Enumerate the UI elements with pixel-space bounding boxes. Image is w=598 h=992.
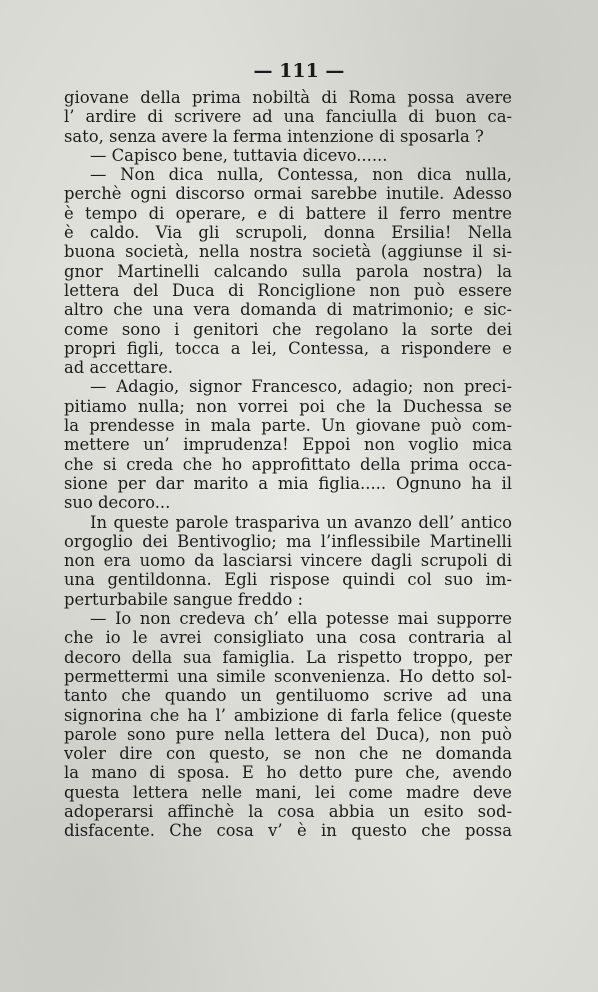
text-line: permettermi una simile sconvenienza. Ho detto sol- [64,666,512,686]
text-line: è tempo di operare, e di battere il ferro mentre [64,203,512,223]
text-line: che si creda che ho approfittato della prima occa- [64,454,512,474]
text-line: voler dire con questo, se non che ne domanda [64,744,512,764]
text-line: orgoglio dei Bentivoglio; ma l’inflessibile Martinelli [64,531,512,551]
text-line: pitiamo nulla; non vorrei poi che la Duchessa se [64,396,512,416]
text-line: mettere un’ imprudenza! Eppoi non voglio mica [64,435,512,455]
body-text [64,88,512,841]
text-line: — Non dica nulla, Contessa, non dica nulla, [90,165,512,185]
text-line: la prendesse in mala parte. Un giovane può com- [64,416,512,436]
text-line: che io le avrei consigliato una cosa contraria al [64,628,512,648]
text-line: perchè ogni discorso ormai sarebbe inutile. Adesso [64,184,512,204]
text-line: buona società, nella nostra società (aggiunse il si- [64,242,512,262]
text-line: propri figli, tocca a lei, Contessa, a rispondere e [64,338,512,358]
text-line: In queste parole traspariva un avanzo dell’ antico [90,512,512,532]
text-line: sato, senza avere la ferma intenzione di sposarla ? [64,126,484,146]
text-line: una gentildonna. Egli rispose quindi col suo im- [64,570,512,590]
text-line: tanto che quando un gentiluomo scrive ad una [64,686,512,706]
page-number: — 111 — [253,60,345,82]
text-line: come sono i genitori che regolano la sorte dei [64,319,512,339]
text-line: adoperarsi affinchè la cosa abbia un esito sod- [64,801,512,821]
text-line: è caldo. Via gli scrupoli, donna Ersilia! Nella [64,223,512,243]
text-line: ad accettare. [64,358,173,378]
text-line: — Adagio, signor Francesco, adagio; non preci- [90,377,512,397]
text-line: — Io non credeva ch’ ella potesse mai supporre [90,609,512,629]
text-line: parole sono pure nella lettera del Duca), non può [64,724,512,744]
text-line: la mano di sposa. E ho detto pure che, avendo [64,763,512,783]
text-line: perturbabile sangue freddo : [64,589,304,609]
text-line: — Capisco bene, tuttavia dicevo...... [90,145,388,165]
text-line: lettera del Duca di Ronciglione non può essere [64,280,512,300]
text-line: gnor Martinelli calcando sulla parola nostra) la [64,261,512,281]
text-line: l’ ardire di scrivere ad una fanciulla di buon ca- [64,107,512,127]
text-line: non era uomo da lasciarsi vincere dagli scrupoli di [64,551,512,571]
text-line: signorina che ha l’ ambizione di farla felice (queste [64,705,512,725]
text-line: disfacente. Che cosa v’ è in questo che possa [64,821,512,841]
text-line: giovane della prima nobiltà di Roma possa avere [64,88,512,107]
text-line: questa lettera nelle mani, lei come madre deve [64,782,512,802]
text-line: decoro della sua famiglia. La rispetto troppo, per [64,647,512,667]
text-line: suo decoro... [64,493,171,513]
text-line: sione per dar marito a mia figlia..... Ognuno ha il [64,473,512,493]
text-line: altro che una vera domanda di matrimonio; e sic- [64,300,512,320]
